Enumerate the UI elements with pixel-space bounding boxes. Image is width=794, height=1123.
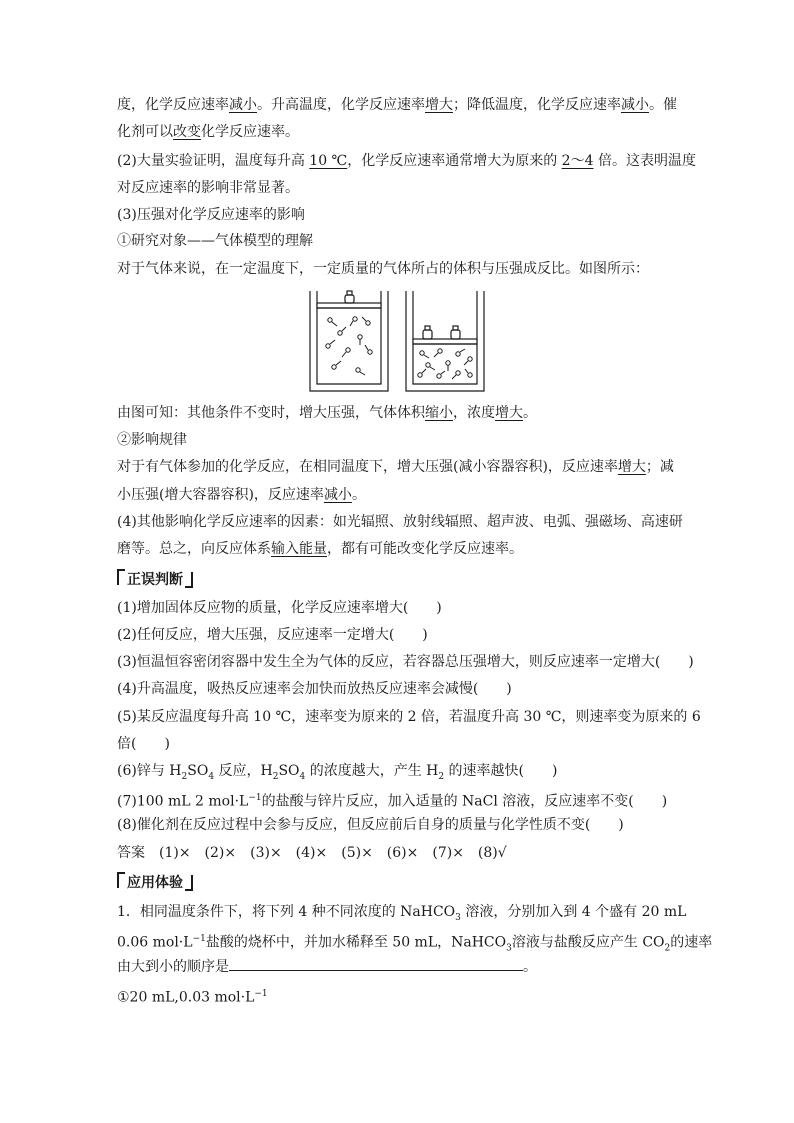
text-segment: ①20 mL,0.03 mol·L xyxy=(117,989,255,1006)
text-segment: (2)任何反应，增大压强，反应速率一定增大( ) xyxy=(117,627,428,643)
text-segment: ①研究对象——气体模型的理解 xyxy=(117,233,313,249)
question-line xyxy=(117,956,537,977)
question-line xyxy=(117,902,686,928)
bracket-open-icon xyxy=(117,872,125,888)
section-heading-apply xyxy=(117,872,193,893)
text-segment: ，都有可能改变化学反应速率。 xyxy=(327,541,523,557)
subscript: 3 xyxy=(506,943,512,954)
judge-item xyxy=(117,598,442,618)
text-segment: (2)大量实验证明，温度每升高 xyxy=(117,153,310,169)
text-segment: ，浓度 xyxy=(453,405,495,421)
underlined-answer: 增大 xyxy=(425,97,453,113)
judge-item xyxy=(117,761,557,787)
gas-molecules-left xyxy=(326,317,372,375)
text-segment: 由大到小的顺序是 xyxy=(117,959,229,975)
superscript: −1 xyxy=(248,793,262,803)
text-segment: 。 xyxy=(523,405,537,421)
bracket-open-icon xyxy=(117,569,125,585)
text-segment: 化学反应速率。 xyxy=(201,124,299,140)
text-line xyxy=(117,231,313,251)
bracket-close-icon xyxy=(185,572,193,588)
text-segment: 对于气体来说，在一定温度下，一定质量的气体所占的体积与压强成反比。如图所示： xyxy=(117,261,649,277)
underlined-answer: 减小 xyxy=(621,97,649,113)
subscript: 2 xyxy=(272,771,279,782)
text-segment: 倍( ) xyxy=(117,736,170,752)
judge-item xyxy=(117,788,667,812)
text-segment: (1)增加固体反应物的质量，化学反应速率增大( ) xyxy=(117,600,442,616)
bracket-close-icon xyxy=(185,875,193,891)
text-segment: 小压强(增大容器容积)，反应速率 xyxy=(117,487,324,503)
subscript: 3 xyxy=(455,912,461,923)
option-line xyxy=(117,984,268,1008)
text-segment: (4)升高温度，吸热反应速率会加快而放热反应速率会减慢( ) xyxy=(117,681,512,697)
underlined-answer: 增大 xyxy=(617,459,646,475)
underlined-answer: 2～4 xyxy=(561,153,594,169)
underlined-answer: 减小 xyxy=(323,487,352,503)
section-title: 正误判断 xyxy=(127,572,183,588)
underlined-answer: 减小 xyxy=(229,97,257,113)
text-segment: (7)100 mL 2 mol·L xyxy=(117,793,249,810)
subscript: 2 xyxy=(181,771,188,782)
text-line xyxy=(117,95,677,115)
text-segment: (4)其他影响化学反应速率的因素：如光辐照、放射线辐照、超声波、电弧、强磁场、高速研 xyxy=(117,514,683,530)
text-line xyxy=(117,539,523,559)
text-line xyxy=(117,430,187,450)
judge-item xyxy=(117,652,694,672)
text-segment: 倍。这表明温度 xyxy=(593,153,696,169)
text-segment: 答案 (1)× (2)× (3)× (4)× (5)× (6)× (7)× (8)√ xyxy=(117,845,507,861)
text-segment: SO xyxy=(187,763,209,779)
subscript: 4 xyxy=(299,771,306,782)
text-line xyxy=(117,178,299,198)
text-segment: (8)催化剂在反应过程中会参与反应，但反应前后自身的质量与化学性质不变( ) xyxy=(117,817,624,833)
subscript: 2 xyxy=(438,771,445,782)
underlined-answer: 输入能量 xyxy=(271,541,327,557)
text-segment: ；降低温度，化学反应速率 xyxy=(453,97,621,113)
text-line xyxy=(117,151,696,171)
text-segment: ②影响规律 xyxy=(117,432,187,448)
text-segment: 的盐酸与锌片反应，加入适量的 NaCl 溶液，反应速率不变( ) xyxy=(261,793,668,810)
text-segment: 反应，H xyxy=(214,763,273,779)
text-segment: ；减 xyxy=(645,459,674,475)
judge-item xyxy=(117,679,512,699)
text-segment: (5)某反应温度每升高 10 ℃，速率变为原来的 2 倍，若温度升高 30 ℃，则速率变为原来的 6 xyxy=(117,709,701,725)
text-segment: 的速率 xyxy=(670,934,713,951)
text-segment: 。 xyxy=(351,487,366,503)
text-segment: 。升高温度，化学反应速率 xyxy=(257,97,425,113)
text-line xyxy=(117,457,674,477)
text-line xyxy=(117,205,305,225)
text-segment: 的速率越快( ) xyxy=(444,763,558,779)
text-segment: 的浓度越大，产生 H xyxy=(305,763,439,779)
container-low-pressure xyxy=(310,291,388,391)
superscript: −1 xyxy=(192,934,206,944)
underlined-answer: 缩小 xyxy=(425,405,453,421)
text-segment: 盐酸的烧杯中，并加水稀释至 50 mL，NaHCO xyxy=(205,934,507,951)
superscript: −1 xyxy=(254,989,268,999)
section-heading-judge xyxy=(117,569,193,590)
text-line xyxy=(117,512,683,532)
text-segment: 溶液与盐酸反应产生 CO xyxy=(511,934,665,951)
judge-item xyxy=(117,734,170,754)
text-segment: 。催 xyxy=(649,97,677,113)
text-line xyxy=(117,485,366,505)
text-segment: 化剂可以 xyxy=(117,124,173,140)
text-segment: 溶液，分别加入到 4 个盛有 20 mL xyxy=(460,904,687,920)
answer-line xyxy=(117,843,507,863)
gas-pressure-figure xyxy=(308,287,498,395)
text-segment: 0.06 mol·L xyxy=(117,934,193,951)
underlined-answer: 改变 xyxy=(173,124,201,140)
judge-item xyxy=(117,625,428,645)
subscript: 2 xyxy=(664,943,671,954)
text-segment: (6)锌与 H xyxy=(117,763,182,779)
text-segment: 度，化学反应速率 xyxy=(117,97,229,113)
text-segment: (3)压强对化学反应速率的影响 xyxy=(117,207,305,223)
text-segment: SO xyxy=(278,763,300,779)
text-segment: 由图可知：其他条件不变时，增大压强，气体体积 xyxy=(117,405,425,421)
gas-molecules-right xyxy=(418,349,472,379)
question-line xyxy=(117,929,712,958)
judge-item xyxy=(117,707,701,727)
text-segment: 磨等。总之，向反应体系 xyxy=(117,541,271,557)
text-line xyxy=(117,122,299,142)
text-segment: 对反应速率的影响非常显著。 xyxy=(117,180,299,196)
text-segment: (3)恒温恒容密闭容器中发生全为气体的反应，若容器总压强增大，则反应速率一定增大( ) xyxy=(117,654,694,670)
answer-blank[interactable] xyxy=(229,956,523,971)
section-title: 应用体验 xyxy=(127,875,183,891)
judge-item xyxy=(117,815,624,835)
text-segment: 1．相同温度条件下，将下列 4 种不同浓度的 NaHCO xyxy=(117,904,456,920)
text-line xyxy=(117,403,537,423)
underlined-answer: 增大 xyxy=(495,405,523,421)
text-segment: ，化学反应速率通常增大为原来的 xyxy=(347,153,562,169)
text-segment: 对于有气体参加的化学反应，在相同温度下，增大压强(减小容器容积)，反应速率 xyxy=(117,459,618,475)
subscript: 4 xyxy=(208,771,215,782)
text-segment: 。 xyxy=(523,959,537,975)
underlined-answer: 10 ℃ xyxy=(309,153,348,169)
text-line xyxy=(117,259,649,279)
